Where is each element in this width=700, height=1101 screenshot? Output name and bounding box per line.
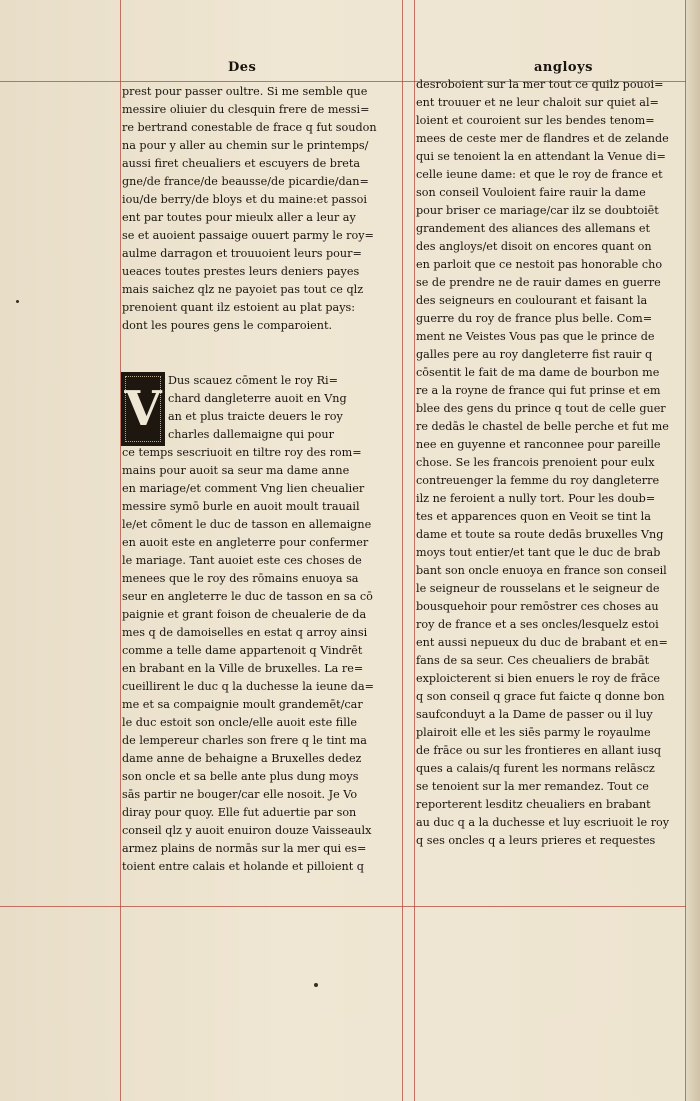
text-line: tes et apparences quon en Veoit se tint la [416,510,651,523]
text-line: comme a telle dame appartenoit q Vindrēt [122,644,363,657]
left-column-top [122,83,400,335]
text-line: conseil qlz y auoit enuiron douze Vaisseaulx [122,824,372,837]
text-line: messire oliuier du clesquin frere de messi= [122,103,370,116]
text-line: bousquehoir pour remōstrer ces choses au [416,600,659,613]
text-line: re bertrand conestable de frace q fut soudon [122,121,377,134]
text-line: en brabant en la Ville de bruxelles. La re= [122,662,364,675]
text-line: Dus scauez cōment le roy Ri= [168,374,339,387]
text-line: galles pere au roy dangleterre fist rauir q [416,348,653,361]
text-line: messire symō burle en auoit moult trauail [122,500,360,513]
ink-speck [16,300,19,303]
margin-rule-left [120,0,121,1101]
text-line: bant son oncle enuoya en france son conseil [416,564,667,577]
text-line: blee des gens du prince q tout de celle guer [416,402,666,415]
text-line: chose. Se les francois prenoient pour eulx [416,456,655,469]
text-line: mees de ceste mer de flandres et de zelande [416,132,669,145]
text-line: en mariage/et comment Vng lien cheualier [122,482,365,495]
text-line: diray pour quoy. Elle fut aduertie par son [122,806,357,819]
running-head-left: Des [228,60,257,75]
text-line: mains pour auoit sa seur ma dame anne [122,464,350,477]
text-line: prest pour passer oultre. Si me semble que [122,85,368,98]
text-line: an et plus traicte deuers le roy [168,410,343,423]
text-line: son conseil Vouloient faire rauir la dame [416,186,646,199]
text-line: des seigneurs en coulourant et faisant la [416,294,648,307]
text-line: nee en guyenne et ranconnee pour pareille [416,438,661,451]
text-line: re dedās le chastel de belle perche et fut me [416,420,669,433]
text-line: loient et couroient sur les bendes tenom= [416,114,655,127]
text-line: cueillirent le duc q la duchesse la ieune da= [122,680,375,693]
text-line: moys tout entier/et tant que le duc de brab [416,546,661,559]
text-line: se et auoient passaige ouuert parmy le roy= [122,229,374,242]
margin-rule-mid-right [414,0,415,1101]
text-line: armez plains de normās sur la mer qui es= [122,842,367,855]
text-line: paignie et grant foison de cheualerie de da [122,608,367,621]
text-line: seur en angleterre le duc de tasson en sa cō [122,590,373,603]
text-line: de frāce ou sur les frontieres en allant iusq [416,744,661,757]
drop-cap-letter: V [124,381,162,437]
text-line: desroboient sur la mer tout ce quilz pouoi= [416,78,664,91]
text-line: qui se tenoient la en attendant la Venue di= [416,150,666,163]
text-line: q son conseil q grace fut faicte q donne bon [416,690,665,703]
text-line: ce temps sescriuoit en tiltre roy des rom= [122,446,362,459]
text-line: toient entre calais et holande et pilloient q [122,860,364,873]
text-line: se de prendre ne de rauir dames en guerre [416,276,661,289]
text-line: dont les poures gens le comparoient. [122,319,333,332]
text-line: plairoit elle et les siēs parmy le royaulme [416,726,651,739]
running-head-right: angloys [534,60,593,75]
text-line: re a la royne de france qui fut prinse et em [416,384,661,397]
text-line: reporterent lesditz cheualiers en brabant [416,798,651,811]
text-line: ques a calais/q furent les normans relāscz [416,762,655,775]
text-line: charles dallemaigne qui pour [168,428,334,441]
text-line: aussi firet cheualiers et escuyers de breta [122,157,361,170]
text-line: iou/de berry/de bloys et du maine:et passoi [122,193,367,206]
ink-speck [314,983,318,987]
right-column [416,76,684,850]
page-edge [686,0,700,1101]
text-line: cōsentit le fait de ma dame de bourbon me [416,366,660,379]
text-line: en auoit este en angleterre pour confermer [122,536,369,549]
text-line: dame anne de behaigne a Bruxelles dedez [122,752,362,765]
text-line: se tenoient sur la mer remandez. Tout ce [416,780,649,793]
text-line: de lempereur charles son frere q le tint ma [122,734,367,747]
text-line: ent par toutes pour mieulx aller a leur ay [122,211,356,224]
text-line: ent trouuer et ne leur chaloit sur quiet al= [416,96,659,109]
text-line: exploicterent si bien enuers le roy de frāce [416,672,660,685]
text-line: mais saichez qlz ne payoiet pas tout ce qlz [122,283,364,296]
text-line: ment ne Veistes Vous pas que le prince de [416,330,655,343]
text-line: en parloit que ce nestoit pas honorable cho [416,258,663,271]
text-line: saufconduyt a la Dame de passer ou il luy [416,708,653,721]
text-line: ent aussi nepueux du duc de brabant et en= [416,636,668,649]
text-line: sās partir ne bouger/car elle nosoit. Je Vo [122,788,358,801]
text-line: grandement des aliances des allemans et [416,222,651,235]
text-line: contreuenger la femme du roy dangleterre [416,474,660,487]
text-line: ilz ne feroient a nully tort. Pour les doub= [416,492,656,505]
text-line: me et sa compaignie moult grandemēt/car [122,698,363,711]
text-line: ueaces toutes prestes leurs deniers payes [122,265,360,278]
text-line: aulme darragon et trouuoient leurs pour= [122,247,362,260]
text-line: des angloys/et disoit on encores quant on [416,240,652,253]
text-line: son oncle et sa belle ante plus dung moys [122,770,359,783]
footer-rule [0,906,700,907]
text-line: le mariage. Tant auoiet este ces choses de [122,554,362,567]
text-line: le/et cōment le duc de tasson en allemaigne [122,518,372,531]
left-column-bottom [122,444,400,876]
text-line: roy de france et a ses oncles/lesquelz estoi [416,618,659,631]
text-line: guerre du roy de france plus belle. Com= [416,312,653,325]
text-line: prenoient quant ilz estoient au plat pays: [122,301,356,314]
text-line: fans de sa seur. Ces cheualiers de brabāt [416,654,650,667]
text-line: na pour y aller au chemin sur le printemps/ [122,139,369,152]
text-line: q ses oncles q a leurs prieres et requestes [416,834,656,847]
text-line: menees que le roy des rōmains enuoya sa [122,572,359,585]
text-line: le seigneur de rousselans et le seigneur de [416,582,660,595]
text-line: dame et toute sa route dedās bruxelles Vng [416,528,664,541]
text-line: pour briser ce mariage/car ilz se doubtoiēt [416,204,659,217]
margin-rule-mid-left [402,0,403,1101]
text-line: chard dangleterre auoit en Vng [168,392,347,405]
text-line: celle ieune dame: et que le roy de france et [416,168,663,181]
text-line: mes q de damoiselles en estat q arroy ainsi [122,626,368,639]
left-column-indented [168,372,400,444]
drop-cap [121,372,165,446]
text-line: gne/de france/de beausse/de picardie/dan= [122,175,369,188]
text-line: au duc q a la duchesse et luy escriuoit le roy [416,816,670,829]
text-line: le duc estoit son oncle/elle auoit este fille [122,716,358,729]
